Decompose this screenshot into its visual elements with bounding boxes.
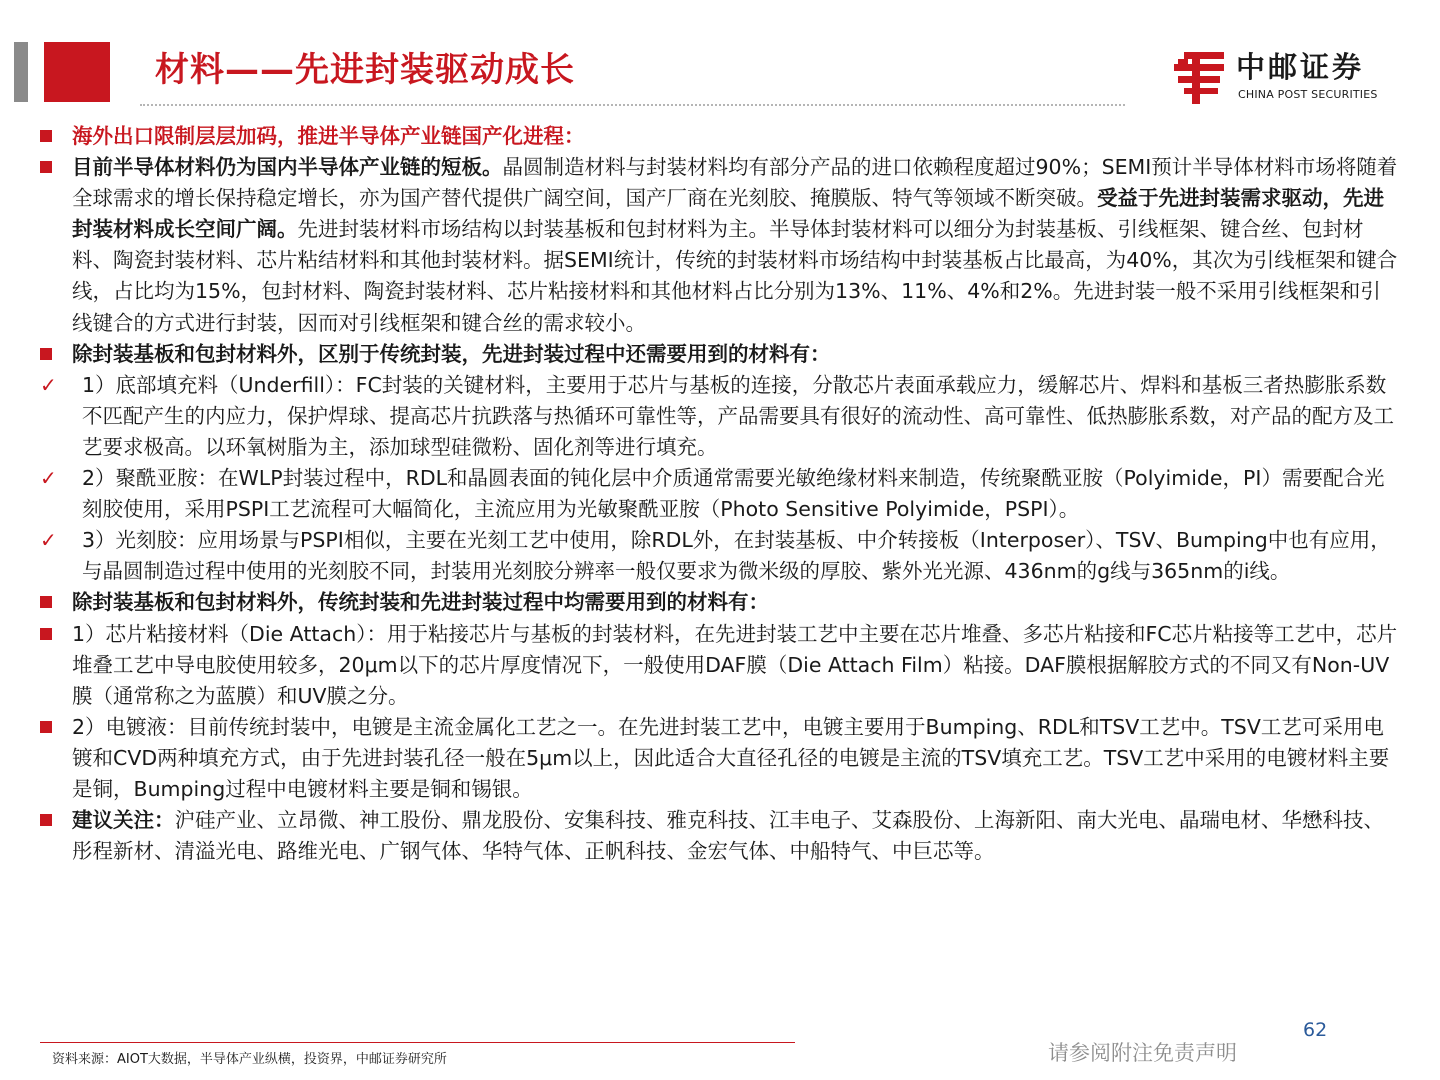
footer-divider bbox=[40, 1042, 795, 1043]
check-item-text: 3）光刻胶：应用场景与PSPI相似，主要在光刻工艺中使用，除RDL外，在封装基板、中介转接板（Interposer）、TSV、Bumping中也有应用，与晶圆制造过程中使用的光刻胶不同，封装用光刻胶分辨率一般仅要求为微米级的厚胶、紫外光光源、436nm的g线与365nm的i线。 bbox=[82, 528, 1391, 584]
bullet-item bbox=[40, 121, 1398, 152]
square-bullet-icon bbox=[40, 628, 52, 640]
bullet-heading: 除封装基板和包封材料外，区别于传统封装，先进封装过程中还需要用到的材料有： bbox=[72, 341, 831, 366]
checkmark-icon: ✓ bbox=[40, 466, 57, 491]
bullet-heading: 除封装基板和包封材料外，传统封装和先进封装过程中均需要用到的材料有： bbox=[72, 590, 769, 615]
check-item bbox=[40, 370, 1398, 463]
check-item bbox=[40, 463, 1398, 525]
bullet-item bbox=[40, 619, 1398, 712]
logo-chinese-name: 中邮证券 bbox=[1236, 50, 1365, 84]
square-bullet-icon bbox=[40, 721, 52, 733]
bullet-bold-text: 建议关注： bbox=[72, 808, 175, 833]
disclaimer-text: 请参阅附注免责声明 bbox=[1048, 1041, 1237, 1065]
gray-accent-bar bbox=[14, 42, 28, 102]
square-bullet-icon bbox=[40, 130, 52, 142]
page-number: 62 bbox=[1303, 1019, 1328, 1041]
square-bullet-icon bbox=[40, 161, 52, 173]
bullet-item bbox=[40, 339, 1398, 370]
check-item-text: 2）聚酰亚胺：在WLP封装过程中，RDL和晶圆表面的钝化层中介质通常需要光敏绝缘材料来制造，传统聚酰亚胺（Polyimide，PI）需要配合光刻胶使用，采用PSPI工艺流程可大幅简化，主流应用为光敏聚酰亚胺（Photo Sensitive Polyimide，PSPI）。 bbox=[82, 466, 1385, 522]
bullet-bold-text: 受益于先进封装需求驱动，先进封装材料成长空间广阔。 bbox=[72, 186, 1384, 242]
bullet-text: 沪硅产业、立昂微、神工股份、鼎龙股份、安集科技、雅克科技、江丰电子、艾森股份、上海新阳、南大光电、晶瑞电材、华懋科技、彤程新材、清溢光电、路维光电、广钢气体、华特气体、正帆科技、金宏气体、中船特气、中巨芯等。 bbox=[72, 808, 1384, 864]
check-item bbox=[40, 525, 1398, 587]
checkmark-icon: ✓ bbox=[40, 528, 57, 553]
company-logo bbox=[1170, 48, 1410, 106]
china-post-logo-icon bbox=[1170, 48, 1228, 106]
main-content bbox=[40, 121, 1398, 867]
bullet-item bbox=[40, 712, 1398, 805]
red-accent-bar bbox=[44, 42, 110, 102]
header-accent-bars bbox=[14, 42, 110, 102]
page-title: 材料——先进封装驱动成长 bbox=[155, 50, 575, 90]
square-bullet-icon bbox=[40, 348, 52, 360]
bullet-item bbox=[40, 152, 1398, 339]
bullet-text: 1）芯片粘接材料（Die Attach）：用于粘接芯片与基板的封装材料，在先进封装工艺中主要在芯片堆叠、多芯片粘接和FC芯片粘接等工艺中，芯片堆叠工艺中导电胶使用较多，20μm以下的芯片厚度情况下，一般使用DAF膜（Die Attach Film）粘接。DAF膜根据解胶方式的不同又有Non-UV膜（通常称之为蓝膜）和UV膜之分。 bbox=[72, 621, 1398, 708]
bullet-text: 晶圆制造材料与封装材料均有部分产品的进口依赖程度超过90%；SEMI预计半导体材料市场将随着全球需求的增长保持稳定增长，亦为国产替代提供广阔空间，国产厂商在光刻胶、掩膜版、特气等领域不断突破。 bbox=[72, 155, 1398, 211]
bullet-bold-text: 目前半导体材料仍为国内半导体产业链的短板。 bbox=[72, 155, 503, 180]
logo-english-name: CHINA POST SECURITIES bbox=[1238, 88, 1378, 101]
square-bullet-icon bbox=[40, 814, 52, 826]
bullet-item bbox=[40, 805, 1398, 867]
source-note: 资料来源：AIOT大数据，半导体产业纵横，投资界，中邮证券研究所 bbox=[52, 1052, 447, 1067]
square-bullet-icon bbox=[40, 596, 52, 608]
bullet-text: 先进封装材料市场结构以封装基板和包封材料为主。半导体封装材料可以细分为封装基板、引线框架、键合丝、包封材料、陶瓷封装材料、芯片粘结材料和其他封装材料。据SEMI统计，传统的封装材料市场结构中封装基板占比最高，为40%，其次为引线框架和键合线，占比均为15%，包封材料、陶瓷封装材料、芯片粘接材料和其他材料占比分别为13%、11%、4%和2%。先进封装一般不采用引线框架和引线键合的方式进行封装，因而对引线框架和键合丝的需求较小。 bbox=[72, 217, 1398, 335]
check-item-text: 1）底部填充料（Underfill）：FC封装的关键材料，主要用于芯片与基板的连接，分散芯片表面承载应力，缓解芯片、焊料和基板三者热膨胀系数不匹配产生的内应力，保护焊球、提高芯片抗跌落与热循环可靠性等，产品需要具有很好的流动性、高可靠性、低热膨胀系数，对产品的配方及工艺要求极高。以环氧树脂为主，添加球型硅微粉、固化剂等进行填充。 bbox=[82, 372, 1394, 459]
bullet-heading: 海外出口限制层层加码，推进半导体产业链国产化进程： bbox=[72, 124, 585, 148]
title-divider bbox=[140, 104, 1125, 106]
bullet-text: 2）电镀液：目前传统封装中，电镀是主流金属化工艺之一。在先进封装工艺中，电镀主要用于Bumping、RDL和TSV工艺中。TSV工艺可采用电镀和CVD两种填充方式，由于先进封装孔径一般在5μm以上，因此适合大直径孔径的电镀是主流的TSV填充工艺。TSV工艺中采用的电镀材料主要是铜，Bumping过程中电镀材料主要是铜和锡银。 bbox=[72, 714, 1390, 801]
bullet-item bbox=[40, 587, 1398, 618]
checkmark-icon: ✓ bbox=[40, 372, 57, 397]
